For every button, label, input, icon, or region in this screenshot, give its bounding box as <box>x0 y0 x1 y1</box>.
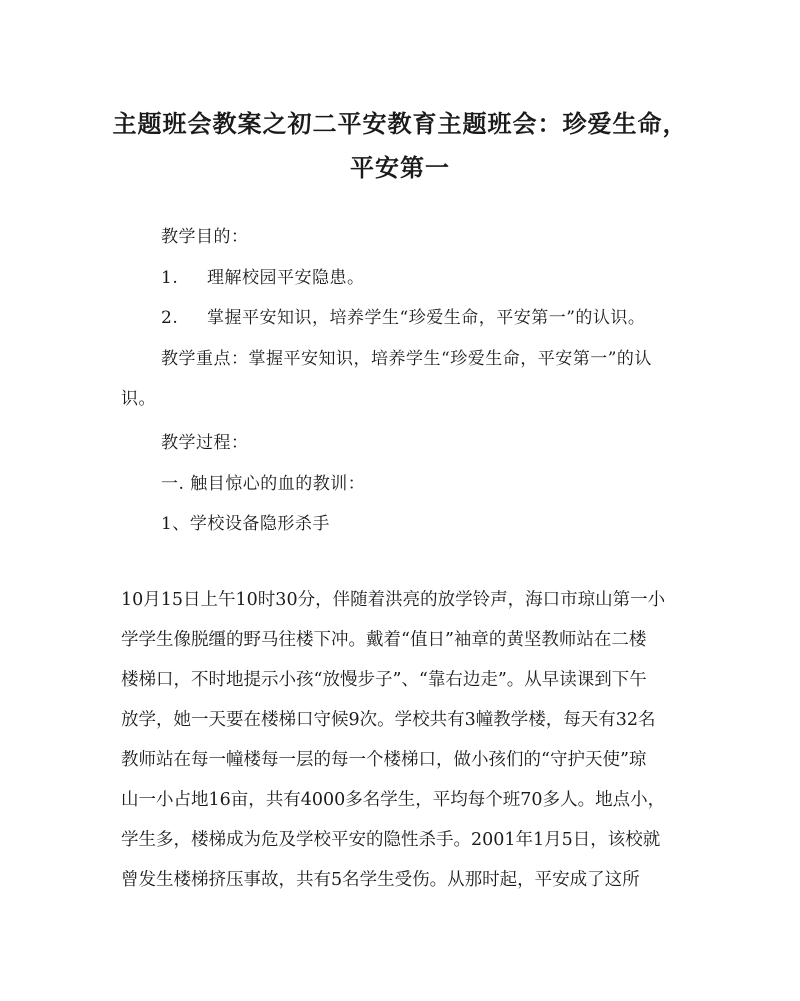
story-line: 10月15日上午10时30分，伴随着洪亮的放学铃声，海口市琼山第一小 <box>121 590 666 610</box>
process-heading: 教学过程： <box>161 433 249 453</box>
objective-1-number: 1. <box>161 268 179 288</box>
story-line: 山一小占地16亩，共有4000多名学生，平均每个班70多人。地点小， <box>121 790 666 810</box>
objectives-heading: 教学目的： <box>161 227 249 247</box>
objective-2-number: 2. <box>161 308 179 328</box>
objective-item-1 <box>161 263 365 288</box>
objective-item-2 <box>161 303 645 328</box>
objective-1-text: 理解校园平安隐患。 <box>207 268 365 288</box>
story-line: 学学生像脱缰的野马往楼下冲。戴着“值日”袖章的黄坚教师站在二楼 <box>121 630 647 650</box>
story-line: 楼梯口，不时地提示小孩“放慢步子”、“靠右边走”。从早读课到下午 <box>121 670 647 690</box>
story-line: 放学，她一天要在楼梯口守候9次。学校共有3幢教学楼，每天有32名 <box>121 710 656 730</box>
story-line: 曾发生楼梯挤压事故，共有5名学生受伤。从那时起，平安成了这所 <box>121 870 640 890</box>
story-line: 学生多，楼梯成为危及学校平安的隐性杀手。2001年1月5日，该校就 <box>121 830 661 850</box>
section-1-heading: 一. 触目惊心的血的教训： <box>161 474 366 494</box>
objective-2-text: 掌握平安知识，培养学生“珍爱生命，平安第一”的认识。 <box>207 308 646 328</box>
story-line: 教师站在每一幢楼每一层的每一个楼梯口，做小孩们的“守护天使”琼 <box>121 750 647 770</box>
subsection-1-heading: 1、学校设备隐形杀手 <box>161 514 330 534</box>
document-title-line-1: 主题班会教案之初二平安教育主题班会：珍爱生命， <box>112 109 688 138</box>
key-point-line-1: 教学重点：掌握平安知识，培养学生“珍爱生命，平安第一”的认 <box>161 349 652 369</box>
document-title-line-2: 平安第一 <box>350 153 450 182</box>
key-point-line-2: 识。 <box>121 389 156 409</box>
